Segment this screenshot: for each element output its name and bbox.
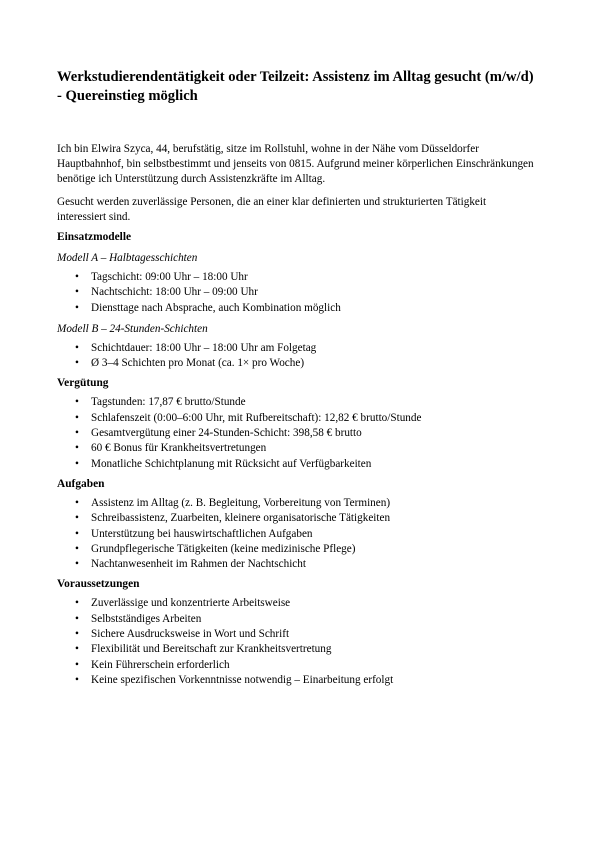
list-verguetung: [57, 395, 537, 471]
list-item: • Kein Führerschein erforderlich: [57, 658, 537, 673]
list-model-b: [57, 341, 537, 372]
subheading-model-b: Modell B – 24-Stunden-Schichten: [57, 322, 208, 335]
bullet-icon: •: [75, 643, 79, 656]
bullet-icon: •: [75, 396, 79, 409]
list-item: • Nachtschicht: 18:00 Uhr – 09:00 Uhr: [57, 285, 537, 300]
document-title: Werkstudierendentätigkeit oder Teilzeit: Assistenz im Alltag gesucht (m/w/d) - Quereinstieg möglich: [57, 69, 534, 104]
list-item: • Flexibilität und Bereitschaft zur Krankheitsvertretung: [57, 642, 537, 657]
bullet-icon: •: [75, 512, 79, 525]
heading-verguetung: Vergütung: [57, 377, 109, 390]
list-item: • Selbstständiges Arbeiten: [57, 612, 537, 627]
bullet-icon: •: [75, 271, 79, 283]
list-item: • Assistenz im Alltag (z. B. Begleitung, Vorbereitung von Terminen): [57, 496, 537, 511]
bullet-icon: •: [75, 411, 79, 424]
bullet-icon: •: [75, 442, 79, 455]
intro-paragraph-2: Gesucht werden zuverlässige Personen, die an einer klar definierten und strukturierten Tätigkeit interessiert sind.: [57, 196, 487, 223]
bullet-icon: •: [75, 427, 79, 440]
bullet-icon: •: [75, 597, 79, 610]
list-item: • Tagschicht: 09:00 Uhr – 18:00 Uhr: [57, 270, 537, 285]
bullet-icon: •: [75, 496, 79, 509]
bullet-icon: •: [75, 658, 79, 671]
list-model-a: [57, 270, 537, 316]
list-item: • Schlafenszeit (0:00–6:00 Uhr, mit Rufbereitschaft): 12,82 € brutto/Stunde: [57, 411, 537, 426]
bullet-icon: •: [75, 457, 79, 470]
list-item: • Tagstunden: 17,87 € brutto/Stunde: [57, 395, 537, 410]
subheading-model-a: Modell A – Halbtagesschichten: [57, 252, 198, 264]
bullet-icon: •: [75, 301, 79, 314]
list-item: • Zuverlässige und konzentrierte Arbeitsweise: [57, 596, 537, 611]
list-item: • Sichere Ausdrucksweise in Wort und Schrift: [57, 627, 537, 642]
bullet-icon: •: [75, 341, 79, 354]
list-item: • Ø 3–4 Schichten pro Monat (ca. 1× pro Woche): [57, 356, 537, 371]
heading-aufgaben: Aufgaben: [57, 477, 105, 490]
bullet-icon: •: [75, 612, 79, 625]
list-item: • Diensttage nach Absprache, auch Kombination möglich: [57, 301, 537, 316]
bullet-icon: •: [75, 542, 79, 555]
heading-einsatzmodelle: Einsatzmodelle: [57, 231, 132, 243]
list-item: • Monatliche Schichtplanung mit Rücksicht auf Verfügbarkeiten: [57, 457, 537, 472]
document-content: [57, 68, 537, 688]
bullet-icon: •: [75, 558, 79, 571]
list-item: • Schreibassistenz, Zuarbeiten, kleinere organisatorische Tätigkeiten: [57, 511, 537, 526]
bullet-icon: •: [75, 673, 79, 686]
bullet-icon: •: [75, 357, 79, 370]
intro-paragraph: Ich bin Elwira Szyca, 44, berufstätig, sitze im Rollstuhl, wohne in der Nähe vom Düsseldorfer Hauptbahnhof, bin selbstbestimmt und jenseits von 0815. Aufgrund meiner körperlichen Einschränkungen benötige ich Unterstützung durch Assistenzkräfte im Alltag.: [57, 143, 534, 185]
bullet-icon: •: [75, 628, 79, 641]
list-item: • Gesamtvergütung einer 24-Stunden-Schicht: 398,58 € brutto: [57, 426, 537, 441]
bullet-icon: •: [75, 527, 79, 540]
list-voraussetzungen: [57, 596, 537, 688]
bullet-icon: •: [75, 286, 79, 299]
heading-voraussetzungen: Voraussetzungen: [57, 578, 140, 591]
list-item: • Unterstützung bei hauswirtschaftlichen Aufgaben: [57, 527, 537, 542]
list-item: • Nachtanwesenheit im Rahmen der Nachtschicht: [57, 557, 537, 572]
list-item: • Keine spezifischen Vorkenntnisse notwendig – Einarbeitung erfolgt: [57, 673, 537, 688]
list-item: • Grundpflegerische Tätigkeiten (keine medizinische Pflege): [57, 542, 537, 557]
list-item: • 60 € Bonus für Krankheitsvertretungen: [57, 441, 537, 456]
list-item: • Schichtdauer: 18:00 Uhr – 18:00 Uhr am Folgetag: [57, 341, 537, 356]
list-aufgaben: [57, 496, 537, 572]
